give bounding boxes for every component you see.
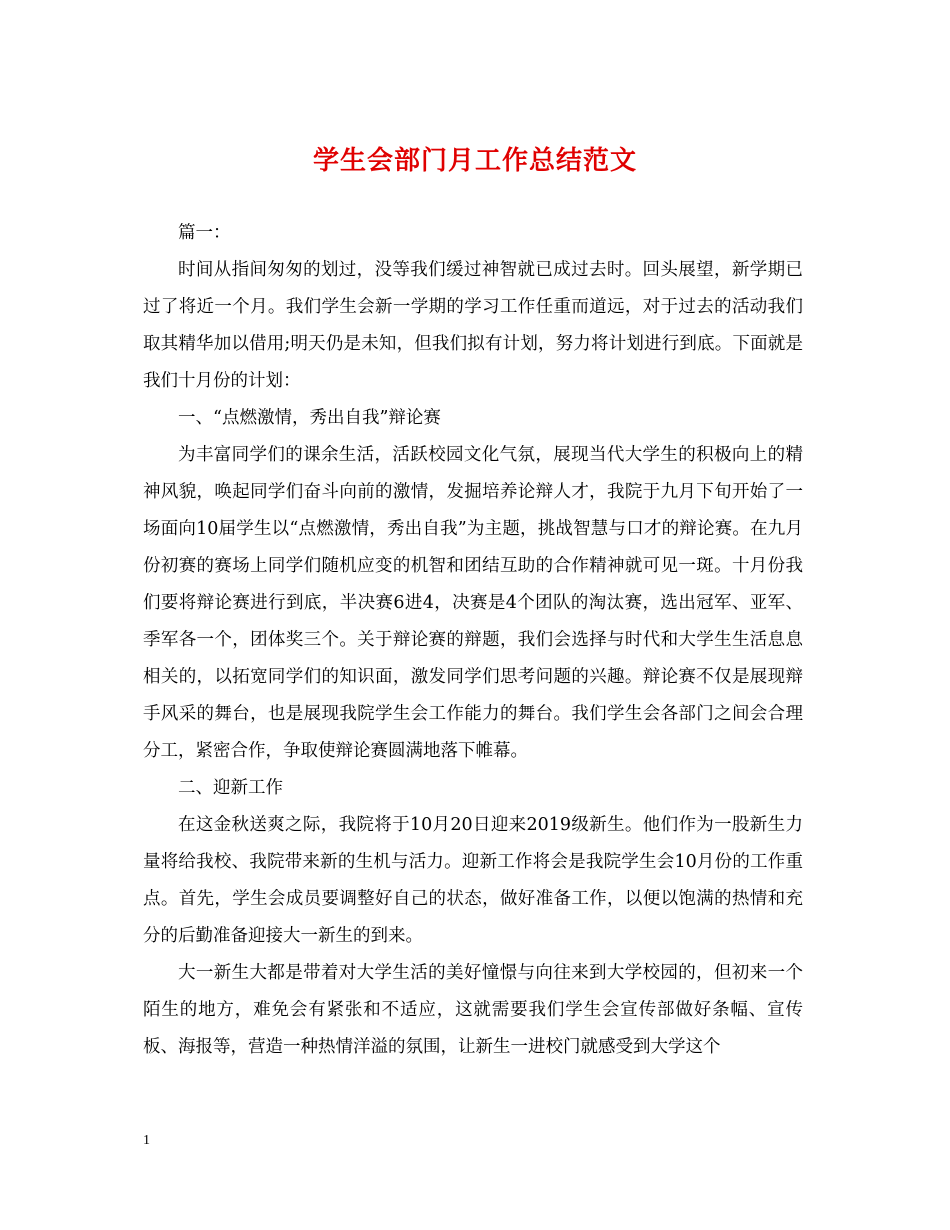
paragraph: 大一新生大都是带着对大学生活的美好憧憬与向往来到大学校园的，但初来一个陌生的地方，难免会有紧张和不适应，这就需要我们学生会宣传部做好条幅、宣传板、海报等，营造一种热情洋溢的氛围，让新生一进校门就感受到大学这个 (143, 963, 803, 1057)
page-number: 1 (143, 1133, 150, 1148)
paragraph-heading-1: 篇一： (178, 223, 231, 243)
document-title: 学生会部门月工作总结范文 (312, 146, 637, 176)
section-heading: 一、“点燃激情，秀出自我”辩论赛 (178, 408, 441, 428)
paragraph: 为丰富同学们的课余生活，活跃校园文化气氛，展现当代大学生的积极向上的精神风貌，唤起同学们奋斗向前的激情，发掘培养论辩人才，我院于九月下旬开始了一场面向10届学生以“点燃激情，秀出自我”为主题，挑战智慧与口才的辩论赛。在九月份初赛的赛场上同学们随机应变的机智和团结互助的合作精神就可见一斑。十月份我们要将辩论赛进行到底，半决赛6进4，决赛是4个团队的淘汰赛，选出冠军、亚军、季军各一个，团体奖三个。关于辩论赛的辩题，我们会选择与时代和大学生生活息息相关的，以拓宽同学们的知识面，激发同学们思考问题的兴趣。辩论赛不仅是展现辩手风采的舞台，也是展现我院学生会工作能力的舞台。我们学生会各部门之间会合理分工，紧密合作，争取使辩论赛圆满地落下帷幕。 (143, 445, 803, 761)
paragraph: 在这金秋送爽之际，我院将于10月20日迎来2019级新生。他们作为一股新生力量将给我校、我院带来新的生机与活力。迎新工作将会是我院学生会10月份的工作重点。首先，学生会成员要调整好自己的状态，做好准备工作，以便以饱满的热情和充分的后勤准备迎接大一新生的到来。 (143, 815, 803, 946)
paragraph: 时间从指间匆匆的划过，没等我们缓过神智就已成过去时。回头展望，新学期已过了将近一个月。我们学生会新一学期的学习工作任重而道远，对于过去的活动我们取其精华加以借用;明天仍是未知，但我们拟有计划，努力将计划进行到底。下面就是我们十月份的计划： (143, 260, 803, 391)
document-body (143, 215, 803, 1066)
section-heading: 二、迎新工作 (178, 778, 283, 798)
